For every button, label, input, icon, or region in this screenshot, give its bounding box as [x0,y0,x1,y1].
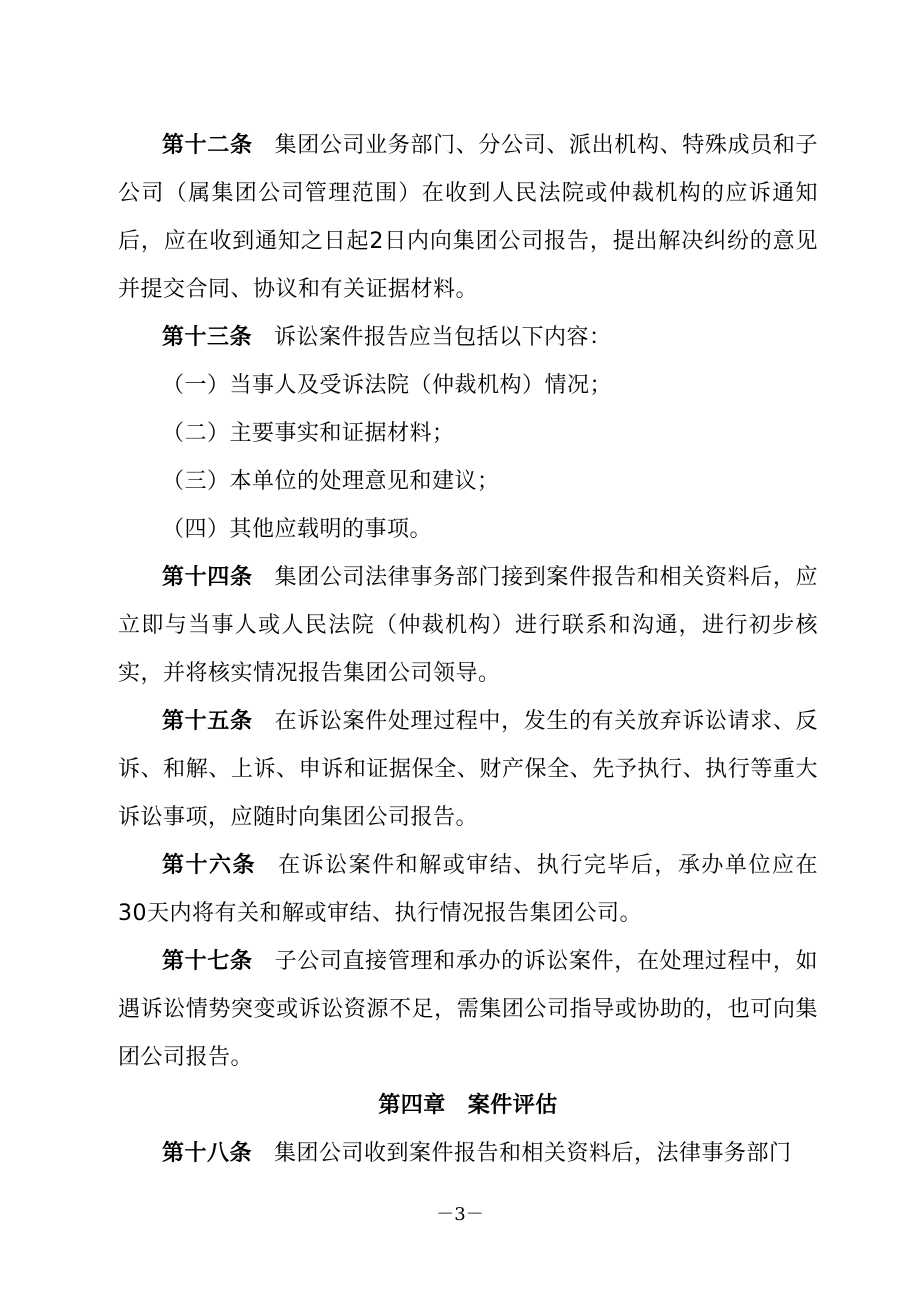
document-body [118,122,818,1178]
article-14 [118,554,818,698]
chapter-title: 案件评估 [467,1093,558,1118]
article-text: 子公司直接管理和承办的诉讼案件，在处理过程中，如遇诉讼情势突变或诉讼资源不足，需集团公司指导或协助的，也可向集团公司报告。 [118,949,818,1070]
article-text: 集团公司收到案件报告和相关资料后，法律事务部门 [274,1141,792,1166]
article-text: 集团公司业务部门、分公司、派出机构、特殊成员和子公司（属集团公司管理范围）在收到人民法院或仲裁机构的应诉通知后，应在收到通知之日起2日内向集团公司报告，提出解决纠纷的意见并提交合同、协议和有关证据材料。 [118,133,818,302]
article-text: 在诉讼案件处理过程中，发生的有关放弃诉讼请求、反诉、和解、上诉、申诉和证据保全、财产保全、先予执行、执行等重大诉讼事项，应随时向集团公司报告。 [118,709,818,830]
chapter-number: 第四章 [378,1093,446,1118]
list-item: （二）主要事实和证据材料； [162,421,455,446]
article-number: 第十二条 [162,133,253,158]
article-18 [118,1130,818,1178]
article-number: 第十五条 [162,709,253,734]
article-16 [118,842,818,938]
article-13 [118,314,818,362]
article-text: 集团公司法律事务部门接到案件报告和相关资料后，应立即与当事人或人民法院（仲裁机构）进行联系和沟通，进行初步核实，并将核实情况报告集团公司领导。 [118,565,818,686]
list-item: （四）其他应载明的事项。 [162,517,433,542]
list-item: （三）本单位的处理意见和建议； [162,469,500,494]
article-text: 诉讼案件报告应当包括以下内容： [274,325,612,350]
article-number: 第十四条 [162,565,253,590]
article-number: 第十七条 [162,949,253,974]
article-text: 在诉讼案件和解或审结、执行完毕后，承办单位应在30天内将有关和解或审结、执行情况报告集团公司。 [118,853,818,926]
article-17 [118,938,818,1082]
list-item: （一）当事人及受诉法院（仲裁机构）情况； [162,373,613,398]
chapter-heading [118,1082,818,1130]
article-number: 第十六条 [162,853,257,878]
page-number: －3－ [436,1204,484,1225]
article-12 [118,122,818,314]
article-15 [118,698,818,842]
article-number: 第十三条 [162,325,253,350]
article-number: 第十八条 [162,1141,253,1166]
